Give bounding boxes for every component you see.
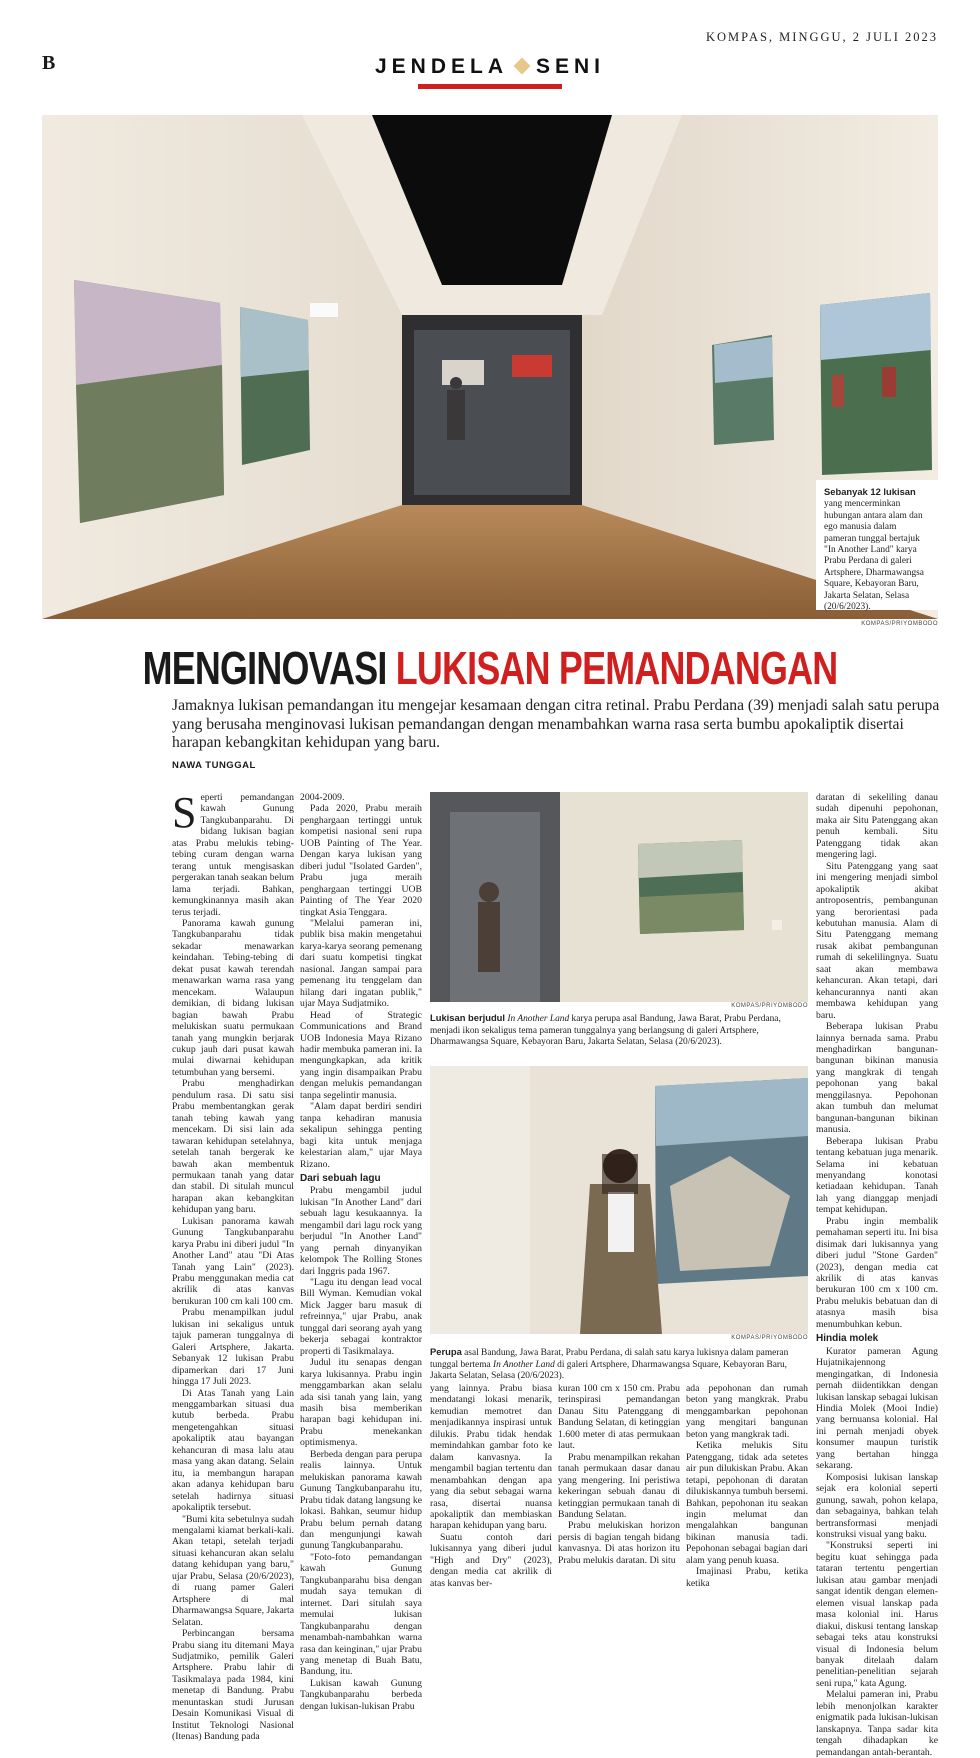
- lead-paragraph: Jamaknya lukisan pemandangan itu mengejar kesamaan dengan citra retinal. Prabu Perdana (39) menjadi salah satu perupa yang berusaha menginovasi lukisan pemandangan dengan menambahkan warna rasa serta bumbu apokaliptik disertai harapan kebangkitan kehidupan yang baru.: [172, 697, 940, 751]
- painting-illustration: [430, 792, 808, 1002]
- paragraph: Panorama kawah gunung Tangkubanparahu tidak sekadar menawarkan keindahan. Tebing-tebing di dekat pusat kawah terendah menawarkan warna rasa yang mencekam. Walaupun demikian, di bidang lukisan bagian bawah Prabu melukiskan suatu permukaan tanah yang mungkin berjarak cukup jauh dari pusat kawah mulai diwarnai kehidupan tetumbuhan yang bersemi.: [172, 917, 294, 1078]
- paragraph: Beberapa lukisan Prabu lainnya bernada sama. Prabu menghadirkan bangunan-bangunan bikinan manusia yang mangkrak di tengah pepohonan yang bakal menggilasnya. Pepohonan akan tumbuh dan melumat bangunan-bangunan bikinan manusia.: [816, 1021, 938, 1136]
- paragraph: eperti pemandangan kawah Gunung Tangkubanparahu. Di bidang lukisan bagian atas Prabu melukis tebing-tebing curam dengan warna terang untuk mengisaskan pergerakan tanah seakan belum lama terjadi. Bahkan, kemungkinannya masih akan terus terjadi.: [172, 792, 294, 918]
- paragraph: Prabu melukiskan horizon persis di bagian tengah bidang kanvasnya. Di atas horizon itu Prabu melukis daratan. Di situ: [558, 1520, 680, 1566]
- paragraph: ada pepohonan dan rumah beton yang mangkrak. Prabu menggambarkan pepohonan yang mengitari bangunan beton yang mangkrak tadi.: [686, 1383, 808, 1440]
- paragraph: Di Atas Tanah yang Lain menggambarkan situasi dua kutub berbeda. Prabu mengetengahkan situasi apokaliptik atau bayangan kehancuran di masa lalu atau masa yang akan datang. Selain itu, ia membangun harapan akan adanya kehidupan baru setelah hadirnya situasi apokaliptik tersebut.: [172, 1387, 294, 1514]
- paragraph: Berbeda dengan para perupa realis lainnya. Untuk melukiskan panorama kawah Gunung Tangkubanparahu itu, Prabu tidak datang langsung ke lokasi. Bahkan, seumur hidup Prabu belum pernah datang dan mengunjungi kawah gunung Tangkubanparahu.: [300, 1448, 422, 1552]
- headline-black: MENGINOVASI: [142, 642, 387, 694]
- paragraph: Judul itu senapas dengan karya lukisannya. Prabu ingin menggambarkan akan selalu ada sisi tanah yang lain, yang masih bisa memberikan harapan bagi kehidupan ini. Prabu menekankan optimismenya.: [300, 1357, 422, 1449]
- column-3: [430, 1383, 552, 1589]
- paragraph: Imajinasi Prabu, ketika ketika: [686, 1566, 808, 1589]
- column-5: [686, 1383, 808, 1589]
- artist-photo: [430, 1066, 808, 1334]
- top-gallery-photo: [42, 115, 938, 619]
- paragraph: "Foto-foto pemandangan kawah Gunung Tangkubanparahu bisa dengan mudah saya temukan di internet. Dari situlah saya memulai lukisan Tangkubanparahu dengan menambah-nambahkan warna rasa dan keinginan," ujar Prabu yang menetap di Buah Batu, Bandung, itu.: [300, 1551, 422, 1678]
- caption-title: Lukisan berjudul: [430, 1012, 506, 1023]
- artist-illustration: [430, 1066, 808, 1334]
- paragraph: "Konstruksi seperti ini begitu kuat sehingga pada tataran tertentu pengertian lukisan atau gambar menjadi sangat identik dengan elemen-elemen visual lanskap pada masa kolonial ini. Harus diakui, diskusi tentang lanskap sebagai teks atau konstruksi visual di Indonesia belum banyak ditelaah dalam penelitian-penelitian sejarah seni rupa," kata Agung.: [816, 1540, 938, 1689]
- column-2: [300, 792, 422, 1712]
- paragraph: Kurator pameran Agung Hujatnikajennong mengingatkan, di Indonesia pernah diidentikkan dengan lukisan lanskap sebagai lukisan Hindia Molek (Mooi Indie) yang bernuansa kolonial. Hal ini pernah menjadi obyek konsumer maupun turistik yang bertahan hingga sekarang.: [816, 1345, 938, 1472]
- top-caption-title: Sebanyak 12 lukisan: [824, 486, 916, 497]
- subhead-dari-sebuah-lagu: Dari sebuah lagu: [300, 1172, 381, 1184]
- paragraph: "Lagu itu dengan lead vocal Bill Wyman. Kemudian vokal Mick Jagger baru masuk di refreinnya," ujar Prabu, anak tunggal dari seorang ayah yang bekerja sebagai kontraktor properti di Tasikmalaya.: [300, 1277, 422, 1357]
- top-photo-caption: [816, 480, 938, 613]
- section-letter: B: [42, 52, 56, 74]
- paragraph: Prabu mengambil judul lukisan "In Another Land" dari sebuah lagu kesukaannya. Ia mengambil dari lagu rock yang berjudul "In Another Land" yang pernah dinyanyikan kelompok The Rolling Stones dari Inggris pada 1967.: [300, 1185, 422, 1277]
- painting-photo: [430, 792, 808, 1002]
- paragraph: daratan di sekeliling danau sudah dipenuhi pepohonan, maka air Situ Patenggang akan penuh kembali. Situ Patenggang tidak akan mengering lagi.: [816, 792, 938, 861]
- paragraph: kuran 100 cm x 150 cm. Prabu terinspirasi pemandangan Danau Situ Patenggang di Bandung Selatan, di ketinggian 1.600 meter di atas permukaan laut.: [558, 1383, 680, 1452]
- column-1: [172, 788, 294, 1743]
- paragraph: Situ Patenggang yang saat ini mengering menjadi simbol apokaliptik akibat antroposentris, pembangunan yang berorientasi pada kebutuhan manusia. Alam di Situ Patenggang memang rusak akibat pembangunan rumah di sekelilingnya. Suatu saat akan membawa kehancuran. Akan tetapi, dari kehancurannya nanti akan membawa kehidupan yang baru.: [816, 860, 938, 1021]
- subhead-hindia-molek: Hindia molek: [816, 1333, 879, 1345]
- paragraph: Komposisi lukisan lanskap sejak era kolonial seperti gunung, sawah, pohon kelapa, dan sebagainya, bahkan telah bertransformasi menjadi konstruksi visual yang baku.: [816, 1471, 938, 1540]
- rubric-accent-bar: [418, 84, 562, 89]
- column-6: [816, 792, 938, 1758]
- caption-italic: In Another Land: [507, 1014, 570, 1024]
- paragraph: Pada 2020, Prabu meraih penghargaan tertinggi untuk kompetisi nasional seni rupa UOB Painting of The Year. Dengan karya lukisan yang diberi judul "Isolated Garden", Prabu juga meraih penghargaan tertinggi UOB Painting of The Year 2020 tingkat Asia Tenggara.: [300, 803, 422, 918]
- headline: [139, 641, 841, 695]
- artist-photo-caption: [430, 1346, 808, 1383]
- paragraph: Prabu menampilkan judul lukisan ini sekaligus untuk tajuk pameran tunggalnya di Galeri Artsphere, Jakarta. Sebanyak 12 lukisan Prabu dipamerkan dari 17 Juni hingga 17 Juli 2023.: [172, 1307, 294, 1388]
- paragraph: Prabu menampilkan rekahan tanah permukaan dasar danau yang mengering. Ini peristiwa kekeringan sebuah danau di ketinggian permukaan tanah di Bandung Selatan.: [558, 1451, 680, 1520]
- diamond-icon: [514, 58, 531, 75]
- paragraph: Suatu contoh dari lukisannya yang diberi judul "High and Dry" (2023), dengan media cat akrilik di atas kanvas ber-: [430, 1531, 552, 1589]
- paragraph: "Bumi kita sebetulnya sudah mengalami kiamat berkali-kali. Akan tetapi, setelah terjadi situasi kehancuran akan selalu datang kehidupan yang baru," ujar Prabu, Selasa (20/6/2023), di ruang pamer Galeri Artsphere di mal Dharmawangsa Square, Jakarta Selatan.: [172, 1513, 294, 1628]
- caption-italic: In Another Land: [493, 1359, 555, 1370]
- top-caption-body: yang mencerminkan hubungan antara alam dan ego manusia dalam pameran tunggal bertajuk "In Another Land" karya Prabu Perdana di galeri Artsphere, Dharmawangsa Square, Kebayoran Baru, Jakarta Selatan, Selasa (20/6/2023).: [824, 499, 924, 613]
- caption-body: karya perupa asal Bandung, Jawa Barat, Prabu Perdana, menjadi ikon sekaligus tema pameran tunggalnya yang berlangsung di galeri Artsphere, Dharmawangsa Square, Kebayoran Baru, Jakarta Selatan, Selasa (20/6/2023).: [430, 1014, 781, 1047]
- paragraph: Lukisan panorama kawah Gunung Tangkubanparahu karya Prabu ini diberi judul "In Another Land" atau "Di Atas Tanah yang Lain" (2023). Prabu menggunakan media cat akrilik di atas kanvas berukuran 100 cm kali 100 cm.: [172, 1215, 294, 1307]
- paragraph: Melalui pameran ini, Prabu lebih menonjolkan karakter enigmatik pada lukisan-lukisan lanskapnya. Tanpa sadar kita tengah dihadapkan ke pemandangan antah-berantah.: [816, 1689, 938, 1758]
- paragraph: Prabu menghadirkan pendulum rasa. Di satu sisi Prabu membentangkan gerak tanah tebing kawah yang mencekam. Di sisi lain ada tawaran kehidupan setelahnya, setelah tanah bergerak ke bawah akan membentuk permukaan tanah yang datar dan stabil. Di situlah muncul harapan akan kebangkitan kehidupan yang baru.: [172, 1078, 294, 1216]
- caption-body-1: asal Bandung, Jawa Barat, Prabu Perdana, di salah satu karya lukisnya dalam pameran tunggal bertema: [430, 1348, 789, 1370]
- rubric: [330, 55, 650, 79]
- paragraph: Beberapa lukisan Prabu tentang kebatuan juga menarik. Selama ini kebatuan menyandang konotasi ketiadaan kehidupan. Tanah lah yang dianggap menjadi tempat kehidupan.: [816, 1135, 938, 1216]
- painting-photo-credit: KOMPAS/PRIYOMBODO: [731, 1003, 808, 1009]
- paragraph: Ketika melukis Situ Patenggang, tidak ada setetes air pun dilukiskan Prabu. Akan tetapi, pepohonan di daratan dilukiskannya tumbuh bersemi. Bahkan, pepohonan itu seakan ingin melumat dan mengalahkan bangunan bikinan manusia tadi. Pepohonan sebagai bagian dari alam yang penuh kuasa.: [686, 1440, 808, 1566]
- paragraph: yang lainnya. Prabu biasa mendatangi lokasi menarik, kemudian memotret dan menjadikannya inspirasi untuk dilukis. Prabu tidak hendak memindahkan gambar foto ke dalam kanvasnya. Ia mengambil bagian tertentu dan menambahkan dengan apa yang dia sebut sebagai warna rasa, disertai nuansa apokaliptik dan membiaskan harapan kehidupan yang baru.: [430, 1383, 552, 1532]
- rubric-left: JENDELA: [374, 55, 508, 78]
- paragraph: "Alam dapat berdiri sendiri tanpa kehadiran manusia sekalipun sehingga penting bagi kita untuk menjaga kelestarian alam," ujar Maya Rizano.: [300, 1101, 422, 1170]
- gallery-illustration: [42, 115, 938, 619]
- paragraph: Lukisan kawah Gunung Tangkubanparahu berbeda dengan lukisan-lukisan Prabu: [300, 1677, 422, 1712]
- paragraph: Perbincangan bersama Prabu siang itu ditemani Maya Sudjatmiko, pemilik Galeri Artsphere. Prabu lahir di Tasikmalaya pada 1984, kini menetap di Bandung. Prabu menuntaskan studi Jurusan Desain Komunikasi Visual di Institut Teknologi Nasional (Itenas) Bandung pada: [172, 1628, 294, 1743]
- dateline: KOMPAS, MINGGU, 2 JULI 2023: [705, 30, 938, 44]
- painting-photo-caption: [430, 1012, 808, 1049]
- headline-red: LUKISAN PEMANDANGAN: [395, 642, 838, 694]
- paragraph: Prabu ingin membalik pemahaman seperti itu. Ini bisa disimak dari lukisannya yang diberi judul "Stone Garden" (2023), dengan media cat akrilik di atas kanvas berukuran 100 cm x 100 cm. Prabu melukis bebatuan dan di atasnya masih bisa menumbuhkan kebun.: [816, 1215, 938, 1330]
- artist-photo-credit: KOMPAS/PRIYOMBODO: [731, 1335, 808, 1341]
- paragraph: "Melalui pameran ini, publik bisa makin mengetahui karya-karya seorang pemenang dari suatu kompetisi tingkat nasional. Jangan sampai para pemenang itu tenggelam dan hilang dari ingatan publik," ujar Maya Sudjatmiko.: [300, 917, 422, 1010]
- paragraph: Head of Strategic Communications and Brand UOB Indonesia Maya Rizano hadir membuka pameran ini. Ia mengungkapkan, ada kritik yang ingin disampaikan Prabu dengan melukis pemandangan tanpa segelintir manusia.: [300, 1009, 422, 1101]
- paragraph: 2004-2009.: [300, 792, 345, 803]
- dropcap: S: [172, 788, 197, 837]
- caption-title: Perupa: [430, 1346, 462, 1357]
- byline: NAWA TUNGGAL: [172, 760, 256, 771]
- column-4: [558, 1383, 680, 1566]
- rubric-right: SENI: [536, 55, 606, 78]
- top-photo-credit: KOMPAS/PRIYOMBODO: [861, 621, 938, 627]
- caption-body-2: di galeri Artsphere, Dharmawangsa Square, Kebayoran Baru, Jakarta Selatan, Selasa (20/6/2023).: [430, 1359, 788, 1381]
